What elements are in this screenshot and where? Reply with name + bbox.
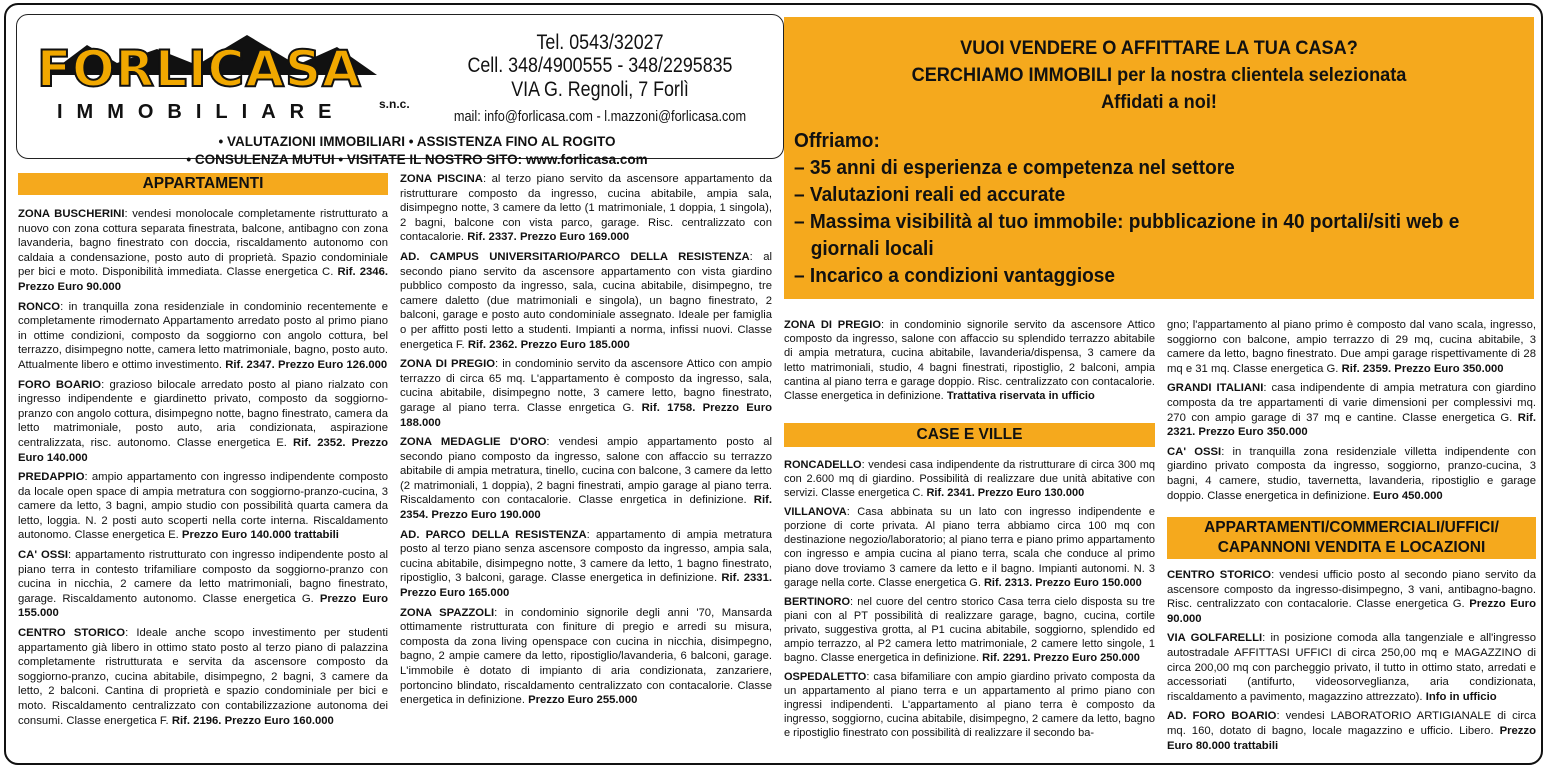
listing-zone: ZONA DI PREGIO [400,358,495,371]
listings-column-3-top [784,318,1155,408]
listing-description: : vendesi ampio appartamento posto al secondo piano composto da ingresso, salone con affaccio su terrazzo abitabile di ampia metratura, tinello, cucina con balcone, 3 camere da letto (2 matrimoniali, 1 doppia), 2 bagni finestrati, ampio garage al piano terra. Riscaldamento con contacalorie. Classe enrgetica in definizione. [400,436,772,507]
offer-item-cont: giornali locali [810,237,934,260]
listing-description: : in posizione comoda alla tangenziale e all'ingresso autostradale AFFITTASI UFFICI di circa 250,00 mq e MAGAZZINO di circa 200,00 mq con parcheggio privato, il tutto in ottimo stato, arredati e accessoriati (antifurto, videosorveglianza, aria condizionata, riscaldamento a pavimento, magazzino attrezzato). [1167,632,1536,703]
listing-item [400,357,772,430]
listing-description: : vendesi monolocale completamente ristrutturato a nuovo con zona cottura separata finestrata, balcone, antibagno con zona lavanderia, bagno finestrato con doccia, riscaldamento autonomo con caldaia a condensazione, posto auto di proprietà. Spazio condominiale per bici e moto. Disponibilità immediata. Classe energetica C. [18,208,388,279]
listing-description: : in tranquilla zona residenziale in condominio recentemente e completamente rimodernato Appartamento arredato posto al primo piano in ottime condizioni, composto da soggiorno con angolo cottura, bel terrazzo, disimpegno notte, camera letto matrimoniale, bagno, posto auto. Attualmente libero e ottimo investimento. [18,300,388,371]
listing-description: : in condominio signorile servito da ascensore Attico composto da ingresso, salone con affaccio su splendido terrazzo abitabile di ampia metratura, cucina abitabile, lavanderia/dispensa, 3 camere da letto matrimoniali, studio, 4 bagni finestrati, ripostiglio, 2 balconi, ampia cantina al piano terra e garage doppio. Risc. centralizzato con contacalorie. Classe energetica in definizione. [784,319,1155,403]
listing-item [18,548,388,621]
listing-zone: FORO BOARIO [18,378,102,391]
listing-price: Prezzo Euro 90.000 [1167,598,1536,625]
listing-item [400,172,772,245]
listing-description: : nel cuore del centro storico Casa terra cielo disposta su tre piani con al PT possibilità di realizzare garage, bagno, cucina, cortile privato, suggestiva grotta, al P1 cucina abitabile, soggiorno, splendido ed ampio terrazzo, al P2 camera letto matrimoniale, 2 camere letto singole, 1 bagno. Classe energetica in definizione. [784,595,1155,665]
services-line-1: • VALUTAZIONI IMMOBILIARI • ASSISTENZA FINO AL ROGITO [218,134,616,149]
promo-line-2: CERCHIAMO IMMOBILI per la nostra clientela selezionata [911,64,1407,86]
agency-logo: FORLICASA [37,40,362,98]
listing-zone: RONCADELLO [784,459,862,471]
listing-price: Prezzo Euro 80.000 trattabili [1167,724,1536,752]
listing-item [18,207,388,295]
listing-item [1167,318,1536,376]
listing-description: : grazioso bilocale arredato posto al piano rialzato con ingresso indipendente e giardinetto privato, composto da soggiorno-pranzo con angolo cottura, disimpegno notte, bagno finestrato, camera da letto matrimoniale, posto auto, aria condizionata, aspirazione centralizzata, risc. autonomo. Classe energetica E. [18,378,388,449]
promo-line-1: VUOI VENDERE O AFFITTARE LA TUA CASA? [960,37,1358,59]
agency-logo-subtitle: IMMOBILIARE [57,101,346,123]
listing-price: Info in ufficio [1425,690,1497,703]
listing-description: : vendesi ufficio posto al secondo piano servito da ascensore composto da ingresso-disimpegno, 3 vani, antibagno-bagno. Risc. centralizzato con contacalorie. Classe energetica G. [1167,569,1536,611]
listings-column-2 [400,172,772,713]
listing-price: Rif. 2313. Prezzo Euro 150.000 [983,576,1142,589]
listing-zone: GRANDI ITALIANI [1167,382,1264,395]
listing-price: Rif. 2347. Prezzo Euro 126.000 [225,358,388,371]
listing-price: Rif. 2354. Prezzo Euro 190.000 [400,494,772,522]
listing-zone: AD. PARCO DELLA RESISTENZA [400,528,587,541]
listing-price: Rif. 2291. Prezzo Euro 250.000 [982,652,1140,665]
listing-item [784,505,1155,589]
listing-zone: BERTINORO [784,595,850,608]
listing-item [18,300,388,373]
listing-item [18,470,388,543]
services-list [47,133,787,169]
listing-description: : vendesi casa indipendente da ristrutturare di circa 300 mq con 2.600 mq di giardino. Possibilità di realizzare due unità abitative con servizi. Classe energetica C. [784,459,1155,500]
listing-item [1167,568,1536,626]
agency-legal-form: s.n.c. [379,97,410,111]
section-commercial [1167,517,1536,559]
promo-box [784,17,1534,299]
listing-description: : vendesi LABORATORIO ARTIGIANALE di circa mq. 160, dotato di bagno, locale magazzino e ufficio. Libero. [1167,710,1536,737]
listing-price: Rif. 2196. Prezzo Euro 160.000 [171,714,334,727]
listing-price: Rif. 2346. Prezzo Euro 90.000 [18,266,389,293]
listings-column-4 [1167,568,1536,758]
listing-item [400,528,772,601]
listing-price: Prezzo Euro 140.000 trattabili [181,529,339,542]
listing-item [400,250,772,352]
listing-zone: VIA GOLFARELLI [1167,632,1263,645]
listing-item [1167,381,1536,439]
listing-price: Rif. 2337. Prezzo Euro 169.000 [467,231,630,244]
agency-header [16,14,784,167]
listing-zone: ZONA BUSCHERINI [18,208,125,220]
listing-price: Rif. 2331. Prezzo Euro 165.000 [400,572,773,600]
listing-zone: ZONA DI PREGIO [784,319,881,331]
email: mail: info@forlicasa.com - l.mazzoni@forlicasa.com [453,108,747,125]
listing-item [784,458,1155,500]
listing-price: Rif. 2341. Prezzo Euro 130.000 [926,487,1085,500]
listing-zone: AD. FORO BOARIO [1167,710,1277,723]
listing-description: : al secondo piano servito da ascensore appartamento con vista giardino pubblico composto da ingresso, sala, cucina abitabile, disimpegno, tre camere daletto (due matrimoniali e singola), un bagno finestrato, 2 balconi, garage e posto auto condominiale assegnato. Ideale per famiglia o per affitto posti letto a studenti. Impianti a norma, infissi nuovi. Classe energetica F. [400,250,772,351]
listing-item [784,595,1155,665]
offer-item: – Valutazioni reali ed accurate [794,183,1066,206]
offer-list [794,127,1529,289]
listing-description: : ampio appartamento con ingresso indipendente composto da locale open space di ampia metratura con soggiorno-pranzo-cucina, 3 camere da letto, 3 bagni, ampio studio con possibilità quarta camera da letto, loggia. N. 2 posti auto scoperti nella corte interna. Riscaldamento autonomo. Classe energetica E. [18,471,388,542]
listing-zone: VILLANOVA [784,506,847,519]
section-commercial-line-2: CAPANNONI VENDITA E LOCAZIONI [1217,539,1486,556]
address: VIA G. Regnoli, 7 Forlì [511,78,689,101]
listing-zone: OSPEDALETTO [784,671,867,684]
listing-zone: CA' OSSI [18,549,68,562]
listing-price: Prezzo Euro 255.000 [528,694,638,707]
listing-description: : in condominio signorile degli anni '70, Mansarda ottimamente ristrutturata con finiture di pregio e arredi su misura, composta da zona living openspace con cucina in nicchia, disimpegno, bagno, 2 ampie camere da letto, ripostiglio/lavanderia, 6 balconi, garage. L'immobile è dotato di impianto di aria condizionata, zanzariere, portoncino blindato, riscaldamento centralizzato con contacalorie. Classe energetica in definizione. [400,606,772,707]
listing-description: : al terzo piano servito da ascensore appartamento da ristrutturare composto da ingresso, cucina abitabile, ampia sala, disimpegno notte, 3 camere da letto (1 matrimoniale, 1 doppia, 1 singola), 2 bagni, balcone con vista parco, garage. Risc. centralizzato con contacalorie. [400,173,772,244]
offer-title: Offriamo: [794,129,880,152]
listing-zone: CENTRO STORICO [1167,569,1272,581]
listing-zone: RONCO [18,300,61,313]
section-apartments: APPARTAMENTI [18,173,388,195]
listing-price: Rif. 2359. Prezzo Euro 350.000 [1341,362,1504,375]
listing-price: Rif. 2362. Prezzo Euro 185.000 [467,338,630,351]
listing-description: : appartamento ristrutturato con ingresso indipendente posto al piano terra in contesto trifamiliare composto da soggiorno-pranzo con cucina in nicchia, 2 camere da letto matrimoniali, bagno finestrato, garage. Riscaldamento autonomo. Classe energetica G. [18,549,388,605]
listings-column-4-top [1167,318,1536,508]
listing-zone: ZONA PISCINA [400,173,483,185]
offer-item: – Incarico a condizioni vantaggiose [794,264,1116,287]
listing-description: : casa bifamiliare con ampio giardino privato composta da un appartamento al piano terra e un appartamento al primo piano con ingressi indipendenti. L'appartamento al piano terra è composto da ingresso, soggiorno, cucina abitabile, disimpegno, 2 camere da letto, bagno e ripostiglio finestrato con possibilità di realizzare il secondo ba- [784,671,1155,740]
phone-number: Tel. 0543/32027 [536,31,664,54]
contact-block [415,31,785,127]
listing-item [18,378,388,466]
listing-item [784,670,1155,740]
listing-description: : Casa abbinata su un lato con ingresso indipendente e porzione di corte privata. Al piano terra abbiamo circa 100 mq con destinazione negozio/laboratorio; al piano terra e piano primo appartamento con ingresso e ampia cucina al piano terra, scala che conduce al primo piano dove troviamo 3 camere da letto e il bagno. Impianti autonomi. N. 3 garage nella corte. Classe energetica G. [784,506,1155,589]
listing-zone: CENTRO STORICO [18,627,126,640]
listing-zone: AD. CAMPUS UNIVERSITARIO/PARCO DELLA RESISTENZA [400,250,750,263]
services-line-2: • CONSULENZA MUTUI • VISITATE IL NOSTRO SITO: www.forlicasa.com [186,152,648,167]
listing-price: Euro 450.000 [1373,489,1443,502]
section-commercial-line-1: APPARTAMENTI/COMMERCIALI/UFFICI/ [1204,519,1499,536]
cell-numbers: Cell. 348/4900555 - 348/2295835 [467,54,733,77]
promo-headline [810,17,1508,116]
offer-item: – 35 anni di esperienza e competenza nel settore [794,156,1235,179]
listing-price: Rif. 2352. Prezzo Euro 140.000 [18,436,388,464]
promo-line-3: Affidati a noi! [1101,91,1217,113]
listing-item [400,435,772,523]
listing-zone: ZONA MEDAGLIE D'ORO [400,436,547,449]
listing-description: : Ideale anche scopo investimento per studenti appartamento già libero in ottimo stato posto al terzo piano di palazzina completamente ristrutturata e servita da ascensore composto da soggiorno-pranzo, cucina abitabile, disimpegno, 2 bagni, 3 camere da letto, 2 balconi. Cantina di proprietà e spazio condominiale per bici e moto. Riscaldamento centralizzato con contabilizzazione autonoma dei consumi. Classe energetica F. [18,627,388,727]
listings-column-3 [784,458,1155,745]
listing-zone: PREDAPPIO [18,471,85,484]
listing-item [784,318,1155,403]
listing-description: : appartamento di ampia metratura posto al terzo piano senza ascensore composto da ingresso, ampia sala, cucina abitabile, disimpegno notte, 3 camere da letto, 1 bagno finestrato, ripostiglio, 3 balconi, garage. Classe energetica in definizione. [400,528,773,585]
listing-price: Trattativa riservata in ufficio [946,390,1095,403]
listing-item [400,606,772,708]
listing-zone: ZONA SPAZZOLI [400,606,495,619]
listing-description: : casa indipendente di ampia metratura con giardino composta da tre appartamenti di varie dimensioni per complessivi mq. 270 con ampio garage di 37 mq e cantine. Classe energetica G. [1167,382,1536,424]
listing-item [18,626,388,728]
listing-item [1167,445,1536,503]
listing-description: gno; l'appartamento al piano primo è composto dal vano scala, ingresso, soggiorno con balcone, ampio terrazzo di 29 mq, cucina abitabile, 3 camere da letto, bagno finestrato. Due ampi garage rispettivamente di 28 mq e 31 mq. Classe energetica G. [1167,319,1536,375]
listings-column-1 [18,207,388,733]
section-houses: CASE E VILLE [784,423,1155,447]
listing-item [1167,631,1536,704]
offer-item: – Massima visibilità al tuo immobile: pubblicazione in 40 portali/siti web e [794,210,1460,233]
listing-item [1167,709,1536,753]
listing-price: Rif. 2321. Prezzo Euro 350.000 [1167,411,1536,439]
listing-price: Prezzo Euro 155.000 [18,592,388,620]
listing-zone: CA' OSSI [1167,445,1222,458]
listing-description: : in tranquilla zona residenziale villetta indipendente con giardino privato composta da ingresso, soggiorno, pranzo-cucina, 3 bagni, 4 camere, studio, tavernetta, lavanderia, ripostiglio e garage doppio. Classe energetica in definizione. [1167,445,1536,502]
listing-description: : in condominio servito da ascensore Attico con ampio terrazzo di circa 65 mq. L'appartamento è composto da ingresso, sala, cucina abitabile, disimpegno notte, 3 camere letto, bagno finestrato, garage al piano terra. Classe enrgetica G. [400,358,772,414]
listing-price: Rif. 1758. Prezzo Euro 188.000 [400,401,772,429]
